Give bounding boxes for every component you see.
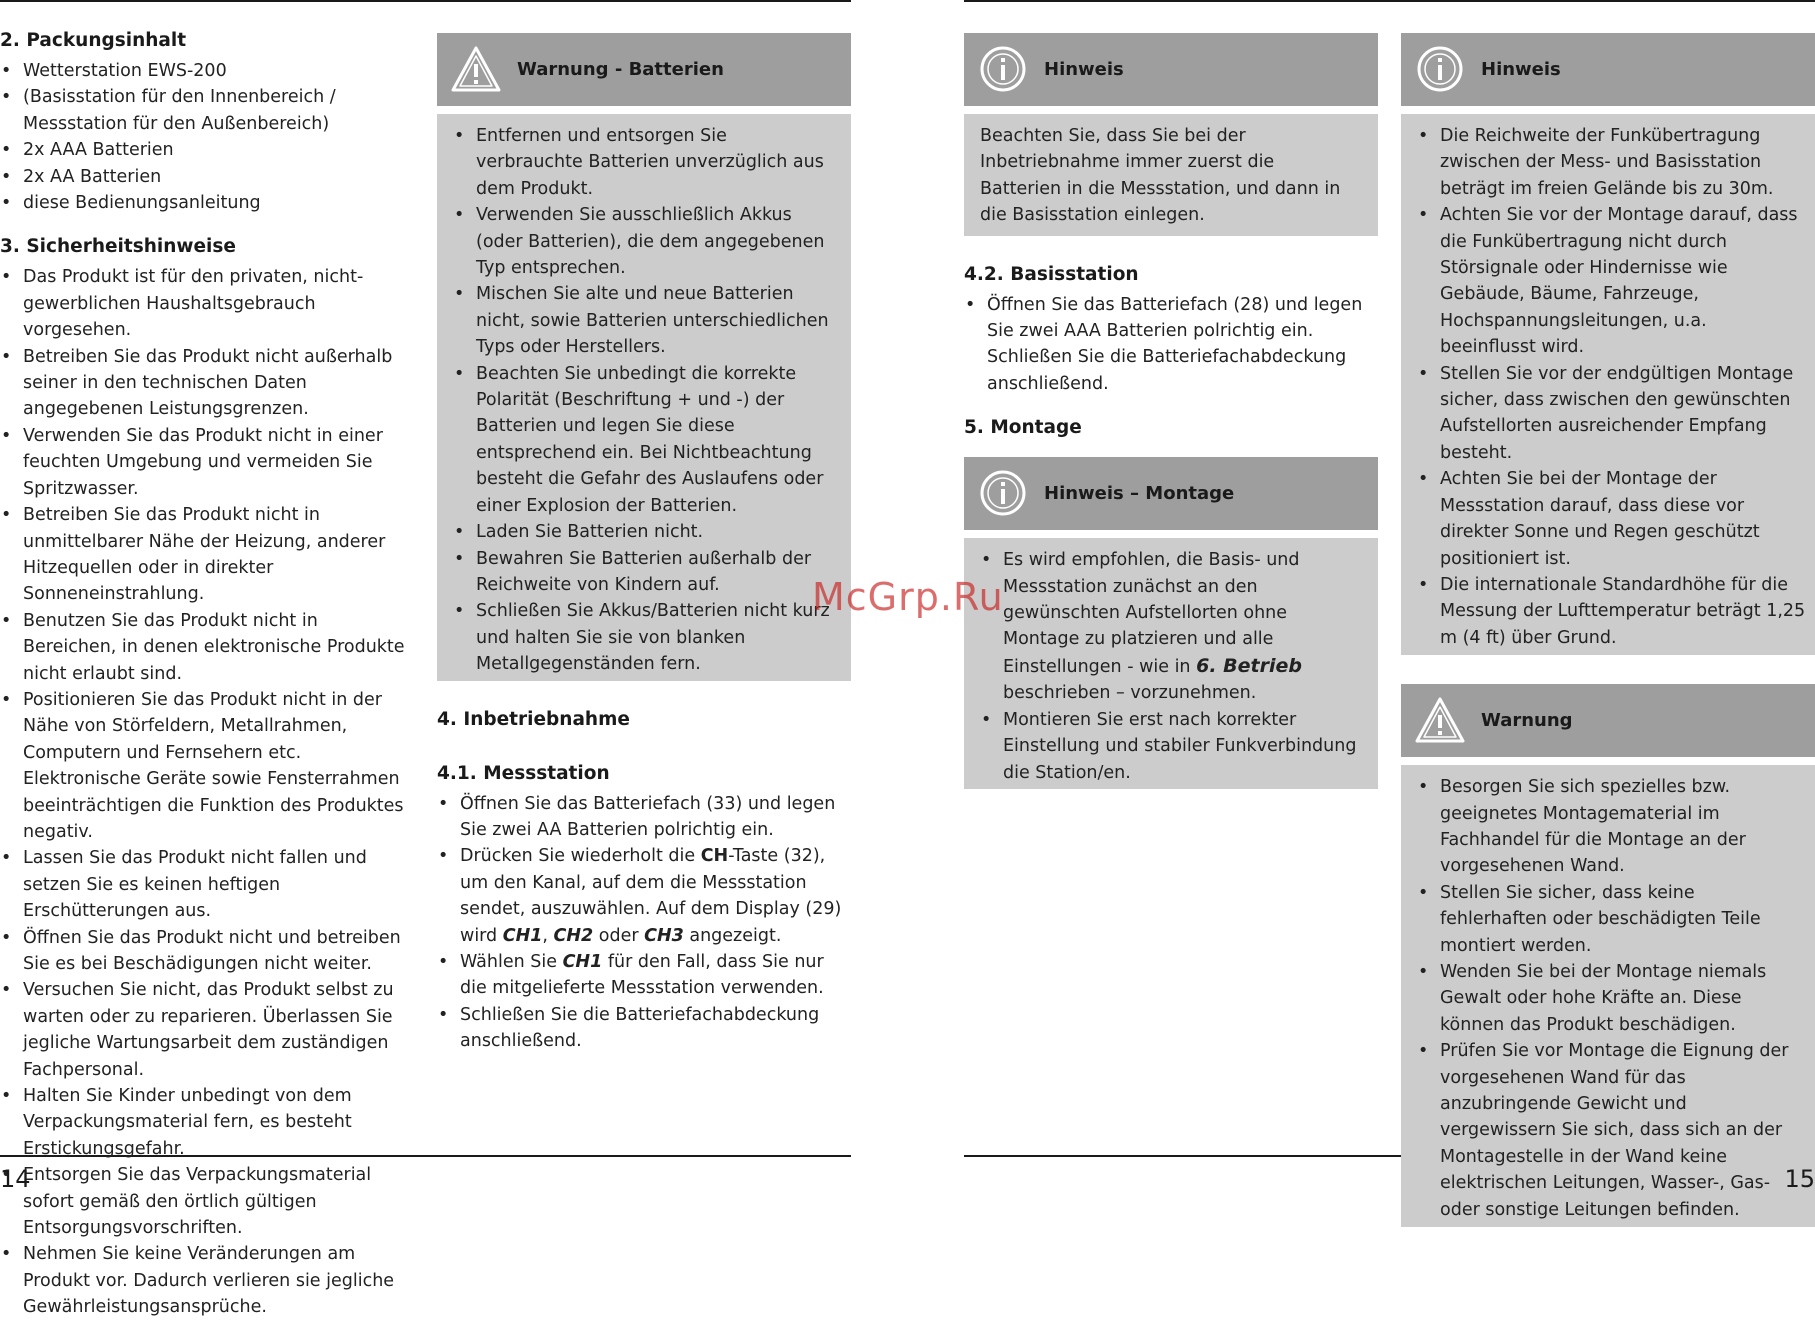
text-segment: beschrieben – vorzunehmen. [1003, 683, 1257, 704]
page-number-left: 14 [0, 1165, 31, 1193]
text-segment: angezeigt. [683, 925, 782, 946]
text-segment: Drücken Sie wiederholt die [460, 846, 701, 867]
messstation-list [437, 791, 851, 1055]
list-item: • 2x AAA Batterien [0, 137, 412, 163]
ch-key-label: CH [700, 846, 729, 867]
hinweis-1-box [964, 114, 1378, 236]
hinweis-2-box [1401, 114, 1815, 655]
list-item: • Versuchen Sie nicht, das Produkt selbst zu warten oder zu reparieren. Überlassen Sie jegliche Wartungsarbeit dem zuständigen Fachpersonal. [0, 977, 412, 1083]
right-column-1 [964, 33, 1378, 789]
warnung-title: Warnung [1481, 710, 1573, 732]
list-item: • Verwenden Sie ausschließlich Akkus (oder Batterien), die dem angegebenen Typ entsprechen. [453, 202, 833, 281]
info-icon [978, 45, 1028, 93]
warning-triangle-icon [451, 45, 501, 93]
warning-triangle-icon [1415, 696, 1465, 744]
warnung-box [1401, 765, 1815, 1227]
warning-batteries-list [453, 123, 833, 678]
warning-batteries-box [437, 114, 851, 681]
text-segment: oder [593, 925, 645, 946]
list-item: • Das Produkt ist für den privaten, nicht-gewerblichen Haushaltsgebrauch vorgesehen. [0, 264, 412, 343]
list-item [980, 547, 1360, 706]
warnung-list [1417, 774, 1807, 1223]
hinweis-1-text: Beachten Sie, dass Sie bei der Inbetriebnahme immer zuerst die Batterien in die Messstation, und dann in die Basisstation einlegen. [980, 126, 1341, 226]
list-item: • Verwenden Sie das Produkt nicht in einer feuchten Umgebung und vermeiden Sie Spritzwasser. [0, 423, 412, 502]
list-item: • Bewahren Sie Batterien außerhalb der Reichweite von Kindern auf. [453, 546, 833, 599]
page-number-right: 15 [1784, 1165, 1815, 1193]
section-2-title: 2. Packungsinhalt [0, 30, 187, 51]
list-item: • Die Reichweite der Funkübertragung zwischen der Mess- und Basisstation beträgt im freien Gelände bis zu 30m. [1417, 123, 1807, 202]
list-item [437, 949, 851, 1002]
list-item: • (Basisstation für den Innenbereich / Messstation für den Außenbereich) [0, 84, 412, 137]
list-item: • Öffnen Sie das Batteriefach (28) und legen Sie zwei AAA Batterien polrichtig ein. Schließen Sie die Batteriefachabdeckung anschließend. [964, 292, 1378, 398]
section-4-1-title: 4.1. Messstation [437, 762, 610, 784]
text-segment: Es wird empfohlen, die Basis- und Messstation zunächst an den gewünschten Aufstellorten ohne Montage zu platzieren und alle Einstellungen - wie in [1003, 550, 1300, 677]
hinweis-2-title: Hinweis [1481, 59, 1561, 80]
text-segment: für den Fall, dass Sie nur die mitgelieferte Messstation verwenden. [460, 951, 824, 999]
list-item: • Betreiben Sie das Produkt nicht außerhalb seiner in den technischen Daten angegebenen Leistungsgrenzen. [0, 344, 412, 423]
left-column-2 [437, 33, 851, 1055]
list-item: • Wenden Sie bei der Montage niemals Gewalt oder hohe Kräfte an. Diese können das Produkt beschädigen. [1417, 959, 1807, 1038]
sicherheitshinweise-list [0, 264, 412, 1320]
ch2-label: CH2 [553, 925, 594, 946]
basisstation-list [964, 292, 1378, 398]
list-item: • Halten Sie Kinder unbedingt von dem Verpackungsmaterial fern, es besteht Erstickungsgefahr. [0, 1083, 412, 1162]
watermark: McGrp.Ru [812, 575, 1004, 619]
warning-batteries-header [437, 33, 851, 106]
list-item: • Öffnen Sie das Batteriefach (33) und legen Sie zwei AA Batterien polrichtig ein. [437, 791, 851, 844]
hinweis-montage-box [964, 538, 1378, 789]
ch3-label: CH3 [644, 925, 684, 946]
hinweis-2-list [1417, 123, 1807, 651]
list-item [437, 843, 851, 949]
list-item: • Besorgen Sie sich spezielles bzw. geeignetes Montagematerial im Fachhandel für die Montage an der vorgesehenen Wand. [1417, 774, 1807, 880]
right-column-2 [1401, 33, 1815, 1227]
list-item: • Laden Sie Batterien nicht. [453, 519, 833, 545]
section-5-title: 5. Montage [964, 417, 1082, 439]
list-item: • Stellen Sie vor der endgültigen Montage sicher, dass zwischen den gewünschten Aufstellorten ausreichender Empfang besteht. [1417, 361, 1807, 467]
hinweis-montage-header [964, 457, 1378, 530]
left-column-1 [0, 28, 412, 1321]
list-item: • Achten Sie bei der Montage der Messstation darauf, dass diese vor direkter Sonne und Regen geschützt positioniert ist. [1417, 466, 1807, 572]
list-item: • Beachten Sie unbedingt die korrekte Polarität (Beschriftung + und -) der Batterien und legen Sie diese entsprechend ein. Bei Nichtbeachtung besteht die Gefahr des Auslaufens oder einer Explosion der Batterien. [453, 361, 833, 519]
top-rule-left [0, 0, 851, 2]
section-4-title: 4. Inbetriebnahme [437, 708, 630, 730]
list-item: • Wetterstation EWS-200 [0, 58, 412, 84]
text-segment: , [542, 925, 554, 946]
list-item: • Positionieren Sie das Produkt nicht in der Nähe von Störfeldern, Metallrahmen, Computern und Fernsehern etc. Elektronische Geräte sowie Fensterrahmen beeinträchtigen die Funktion des Produktes negativ. [0, 687, 412, 845]
list-item: • Nehmen Sie keine Veränderungen am Produkt vor. Dadurch verlieren sie jegliche Gewährleistungsansprüche. [0, 1241, 412, 1320]
list-item: • Prüfen Sie vor Montage die Eignung der vorgesehenen Wand für das anzubringende Gewicht und vergewissern Sie sich, dass sich an der Montagestelle in der Wand keine elektrischen Leitungen, Wasser-, Gas- oder sonstige Leitungen befinden. [1417, 1038, 1807, 1223]
hinweis-montage-list [980, 547, 1360, 786]
list-item: • Entsorgen Sie das Verpackungsmaterial sofort gemäß den örtlich gültigen Entsorgungsvorschriften. [0, 1162, 412, 1241]
list-item: • Lassen Sie das Produkt nicht fallen und setzen Sie es keinen heftigen Erschütterungen aus. [0, 845, 412, 924]
list-item: • Stellen Sie sicher, dass keine fehlerhaften oder beschädigten Teile montiert werden. [1417, 880, 1807, 959]
list-item: • Die internationale Standardhöhe für die Messung der Lufttemperatur beträgt 1,25 m (4 ft) über Grund. [1417, 572, 1807, 651]
hinweis-1-header [964, 33, 1378, 106]
hinweis-1-title: Hinweis [1044, 59, 1124, 80]
top-rule-right [964, 0, 1815, 2]
text-segment: Wählen Sie [460, 951, 563, 972]
list-item: • Achten Sie vor der Montage darauf, dass die Funkübertragung nicht durch Störsignale oder Hindernisse wie Gebäude, Bäume, Fahrzeuge, Hochspannungsleitungen, u.a. beeinflusst wird. [1417, 202, 1807, 360]
list-item: • Betreiben Sie das Produkt nicht in unmittelbarer Nähe der Heizung, anderer Hitzequellen oder in direkter Sonneneinstrahlung. [0, 502, 412, 608]
list-item: • Entfernen und entsorgen Sie verbrauchte Batterien unverzüglich aus dem Produkt. [453, 123, 833, 202]
section-3-title: 3. Sicherheitshinweise [0, 236, 236, 258]
list-item: • diese Bedienungsanleitung [0, 190, 412, 216]
ch1-label: CH1 [502, 925, 543, 946]
hinweis-2-header [1401, 33, 1815, 106]
warnung-header [1401, 684, 1815, 757]
list-item: • Benutzen Sie das Produkt nicht in Bereichen, in denen elektronische Produkte nicht erlaubt sind. [0, 608, 412, 687]
hinweis-montage-title: Hinweis – Montage [1044, 483, 1235, 505]
list-item: • Öffnen Sie das Produkt nicht und betreiben Sie es bei Beschädigungen nicht weiter. [0, 925, 412, 978]
text-segment: -Taste (32), um den Kanal, auf dem die Messstation sendet, auszuwählen. Auf dem Display (29) wird [460, 846, 842, 946]
packungsinhalt-list [0, 58, 412, 216]
info-icon [978, 469, 1028, 517]
list-item: • 2x AA Batterien [0, 164, 412, 190]
list-item: • Mischen Sie alte und neue Batterien nicht, sowie Batterien unterschiedlichen Typs oder Herstellers. [453, 281, 833, 360]
info-icon [1415, 45, 1465, 93]
list-item: • Montieren Sie erst nach korrekter Einstellung und stabiler Funkverbindung die Station/en. [980, 707, 1360, 786]
cross-reference-betrieb: 6. Betrieb [1196, 654, 1302, 677]
list-item: • Schließen Sie die Batteriefachabdeckung anschließend. [437, 1002, 851, 1055]
section-4-2-title: 4.2. Basisstation [964, 263, 1139, 285]
list-item: • Schließen Sie Akkus/Batterien nicht kurz und halten Sie sie von blanken Metallgegenständen fern. [453, 598, 833, 677]
ch1-label: CH1 [562, 951, 603, 972]
warning-batteries-title: Warnung - Batterien [517, 59, 724, 80]
